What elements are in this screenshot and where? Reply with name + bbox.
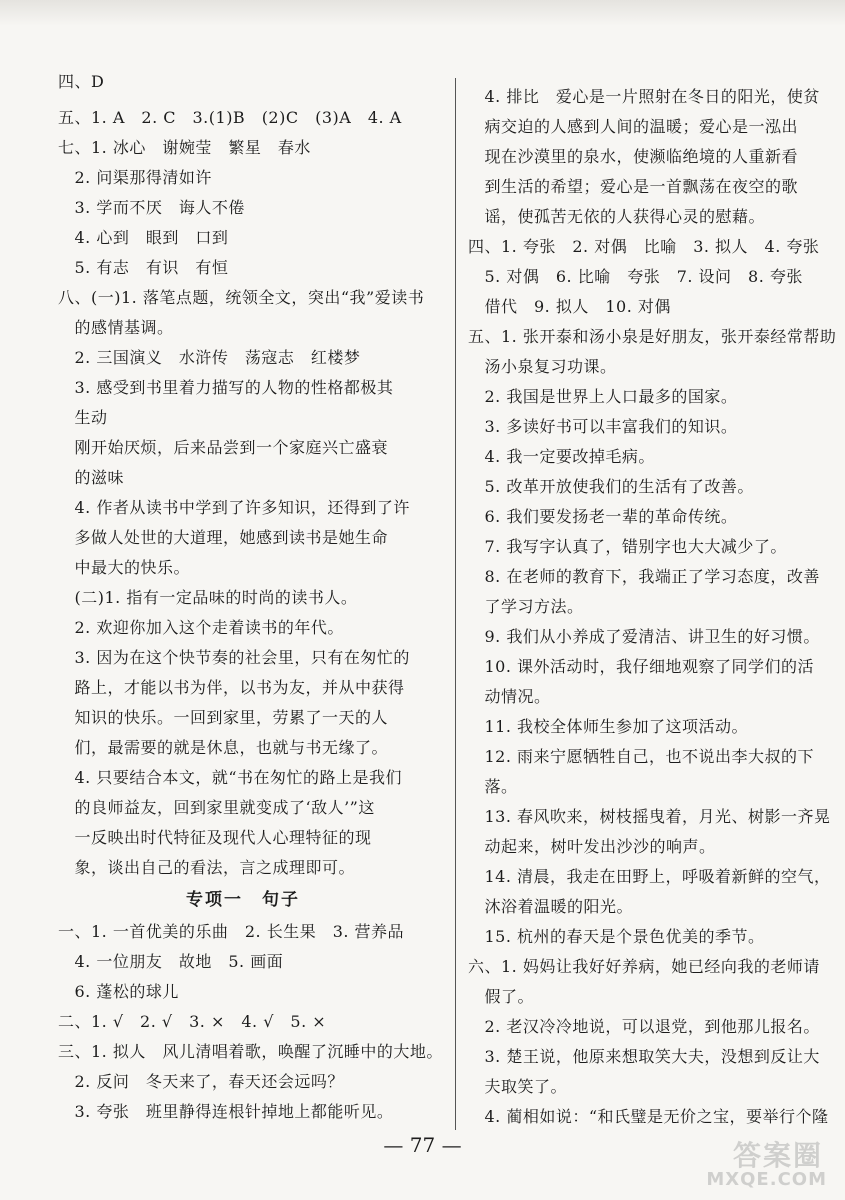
answer-line: 四、D: [58, 72, 105, 91]
answer-line: 2. 欢迎你加入这个走着读书的年代。: [58, 618, 344, 637]
answer-line: 八、(一)1. 落笔点题，统领全文，突出“我”爱读书: [58, 288, 425, 307]
answer-line: 3. 学而不厌 诲人不倦: [58, 198, 245, 217]
answer-line: 到生活的希望；爱心是一首飘荡在夜空的歌: [468, 177, 799, 196]
answer-line: (二)1. 指有一定品味的时尚的读书人。: [58, 588, 358, 607]
answer-line: 3. 多读好书可以丰富我们的知识。: [468, 417, 738, 436]
answer-line: 刚开始厌烦，后来品尝到一个家庭兴亡盛衰: [58, 438, 389, 457]
answer-line: 7. 我写字认真了，错别字也大大减少了。: [468, 537, 787, 556]
page-number: — 77 —: [383, 1133, 462, 1157]
answer-line: 2. 我国是世界上人口最多的国家。: [468, 387, 738, 406]
answer-line: 五、1. 张开泰和汤小泉是好朋友，张开泰经常帮助: [468, 327, 837, 346]
answer-line: 3. 夸张 班里静得连根针掉地上都能听见。: [58, 1102, 394, 1121]
answer-line: 6. 我们要发扬老一辈的革命传统。: [468, 507, 738, 526]
answer-line: 现在沙漠里的泉水，使濒临绝境的人重新看: [468, 147, 799, 166]
watermark-logo: [677, 1134, 827, 1190]
answer-line: 5. 有志 有识 有恒: [58, 258, 229, 277]
answer-line: 二、1. √ 2. √ 3. × 4. √ 5. ×: [58, 1012, 327, 1031]
answer-line: 借代 9. 拟人 10. 对偶: [468, 297, 671, 316]
answer-line: 9. 我们从小养成了爱清洁、讲卫生的好习惯。: [468, 627, 820, 646]
answer-line: 12. 雨来宁愿牺牲自己，也不说出李大叔的下: [468, 747, 815, 766]
answer-line: 夫取笑了。: [468, 1077, 568, 1096]
answer-line: 假了。: [468, 987, 535, 1006]
section-heading: 专项一 句子: [186, 890, 300, 910]
top-shadow: [0, 0, 845, 26]
answer-line: 落。: [468, 777, 518, 796]
answer-line: 4. 作者从读书中学到了许多知识，还得到了许: [58, 498, 410, 517]
answer-line: 4. 蔺相如说：“和氏璧是无价之宝，要举行个隆: [468, 1107, 829, 1126]
answer-line: 多做人处世的大道理，她感到读书是她生命: [58, 528, 389, 547]
answer-line: 4. 只要结合本文，就“书在匆忙的路上是我们: [58, 768, 403, 787]
answer-line: 中最大的快乐。: [58, 558, 191, 577]
answer-line: 七、1. 冰心 谢婉莹 繁星 春水: [58, 138, 311, 157]
answer-line: 6. 蓬松的球儿: [58, 982, 179, 1001]
answer-line: 三、1. 拟人 风儿清唱着歌，唤醒了沉睡中的大地。: [58, 1042, 443, 1061]
answer-line: 2. 反问 冬天来了，春天还会远吗？: [58, 1072, 344, 1091]
answer-line: 的滋味: [58, 468, 125, 487]
answer-line: 四、1. 夸张 2. 对偶 比喻 3. 拟人 4. 夸张: [468, 237, 820, 256]
answer-line: 10. 课外活动时，我仔细地观察了同学们的活: [468, 657, 815, 676]
answer-line: 生动: [58, 408, 108, 427]
answer-line: 15. 杭州的春天是个景色优美的季节。: [468, 927, 765, 946]
answer-line: 知识的快乐。一回到家里，劳累了一天的人: [58, 708, 389, 727]
answer-line: 8. 在老师的教育下，我端正了学习态度，改善: [468, 567, 820, 586]
answer-line: 2. 老汉冷冷地说，可以退党，到他那儿报名。: [468, 1017, 820, 1036]
answer-line: 11. 我校全体师生参加了这项活动。: [468, 717, 749, 736]
answer-line: 汤小泉复习功课。: [468, 357, 617, 376]
answer-line: 动情况。: [468, 687, 551, 706]
answer-line: 象，谈出自己的看法，言之成理即可。: [58, 858, 356, 877]
answer-line: 路上，才能以书为伴，以书为友，并从中获得: [58, 678, 405, 697]
answer-line: 的感情基调。: [58, 318, 174, 337]
answer-line: 3. 因为在这个快节奏的社会里，只有在匆忙的: [58, 648, 410, 667]
answer-line: 2. 三国演义 水浒传 荡寇志 红楼梦: [58, 348, 361, 367]
answer-line: 一反映出时代特征及现代人心理特征的现: [58, 828, 372, 847]
answer-line: 病交迫的人感到人间的温暖；爱心是一泓出: [468, 117, 799, 136]
answer-line: 谣，使孤苦无依的人获得心灵的慰藉。: [468, 207, 766, 226]
answer-line: 14. 清晨，我走在田野上，呼吸着新鲜的空气，: [468, 867, 831, 886]
answer-line: 五、1. A 2. C 3.(1)B (2)C (3)A 4. A: [58, 108, 402, 127]
watermark-url: MXQE.COM: [706, 1169, 827, 1190]
answer-line: 们，最需要的就是休息，也就与书无缘了。: [58, 738, 389, 757]
answer-line: 5. 改革开放使我们的生活有了改善。: [468, 477, 754, 496]
watermark-text: 答案圈: [732, 1139, 823, 1172]
answer-line: 3. 感受到书里着力描写的人物的性格都极其: [58, 378, 394, 397]
answer-line: 的良师益友，回到家里就变成了‘敌人’”这: [58, 798, 375, 817]
answer-line: 4. 一位朋友 故地 5. 画面: [58, 952, 284, 971]
answer-line: 13. 春风吹来，树枝摇曳着，月光、树影一齐晃: [468, 807, 831, 826]
answer-line: 了学习方法。: [468, 597, 584, 616]
answer-line: 4. 心到 眼到 口到: [58, 228, 229, 247]
answer-line: 4. 排比 爱心是一片照射在冬日的阳光，使贫: [468, 87, 820, 106]
answer-line: 六、1. 妈妈让我好好养病，她已经向我的老师请: [468, 957, 820, 976]
answer-line: 动起来，树叶发出沙沙的响声。: [468, 837, 716, 856]
answer-line: 沐浴着温暖的阳光。: [468, 897, 634, 916]
answer-line: 3. 楚王说，他原来想取笑大夫，没想到反让大: [468, 1047, 820, 1066]
answer-line: 2. 问渠那得清如许: [58, 168, 212, 187]
answer-line: 5. 对偶 6. 比喻 夸张 7. 设问 8. 夸张: [468, 267, 803, 286]
column-divider: [455, 78, 456, 1130]
answer-line: 4. 我一定要改掉毛病。: [468, 447, 655, 466]
answer-line: 一、1. 一首优美的乐曲 2. 长生果 3. 营养品: [58, 922, 405, 941]
